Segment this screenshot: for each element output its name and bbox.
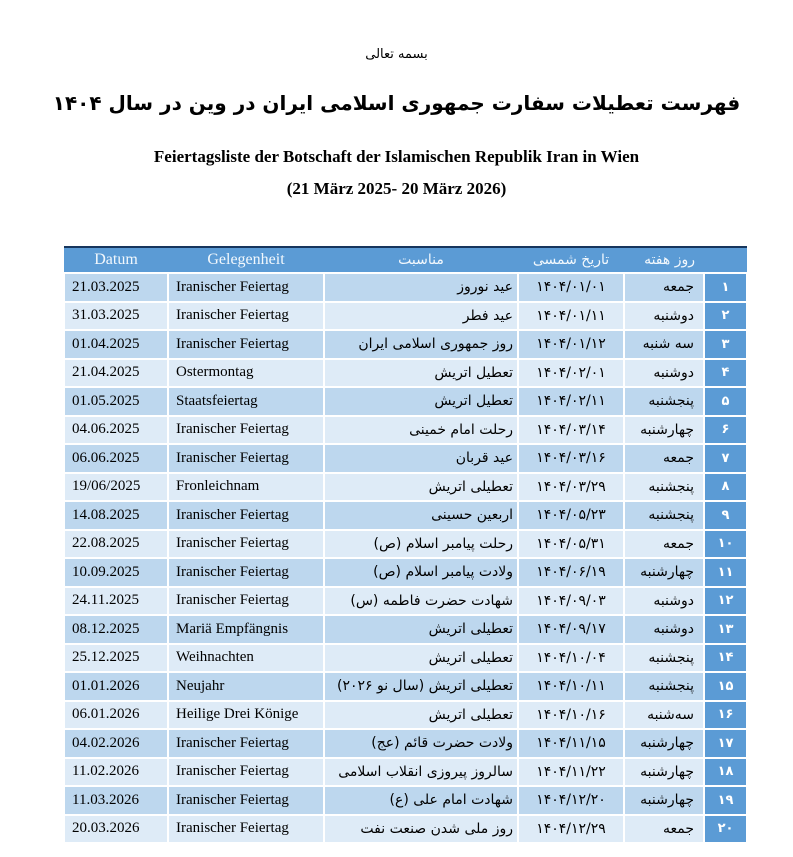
shamsi-date-cell: ۱۴۰۴/۰۲/۰۱	[518, 359, 624, 388]
gelegenheit-cell: Heilige Drei Könige	[168, 701, 324, 730]
weekday-cell: سه شنبه	[624, 330, 704, 359]
row-number-cell: ۷	[704, 444, 747, 473]
shamsi-date-cell: ۱۴۰۴/۰۲/۱۱	[518, 387, 624, 416]
table-header	[64, 247, 747, 273]
shamsi-date-cell: ۱۴۰۴/۰۵/۳۱	[518, 530, 624, 559]
row-number-cell: ۵	[704, 387, 747, 416]
german-title: Feiertagsliste der Botschaft der Islamischen Republik Iran in Wien	[153, 147, 640, 166]
weekday-cell: پنجشنبه	[624, 501, 704, 530]
datum-cell: 22.08.2025	[64, 530, 168, 559]
persian-title: فهرست تعطیلات سفارت جمهوری اسلامی ایران در وین در سال ۱۴۰۴	[52, 91, 741, 115]
weekday-cell: دوشنبه	[624, 302, 704, 331]
row-number-cell: ۱۹	[704, 786, 747, 815]
datum-cell: 19/06/2025	[64, 473, 168, 502]
datum-cell: 25.12.2025	[64, 644, 168, 673]
weekday-cell: سه‌شنبه	[624, 701, 704, 730]
gelegenheit-cell: Iranischer Feiertag	[168, 587, 324, 616]
row-number-cell: ۴	[704, 359, 747, 388]
datum-cell: 01.01.2026	[64, 672, 168, 701]
shamsi-date-cell: ۱۴۰۴/۱۱/۲۲	[518, 758, 624, 787]
occasion-cell: تعطیل اتریش	[324, 387, 518, 416]
weekday-cell: دوشنبه	[624, 359, 704, 388]
shamsi-date-cell: ۱۴۰۴/۱۰/۱۶	[518, 701, 624, 730]
row-number-cell: ۱۱	[704, 558, 747, 587]
shamsi-date-cell: ۱۴۰۴/۰۱/۱۲	[518, 330, 624, 359]
table-row	[64, 359, 747, 388]
gelegenheit-cell: Iranischer Feiertag	[168, 444, 324, 473]
table-row	[64, 273, 747, 302]
row-number-cell: ۱۰	[704, 530, 747, 559]
table-row	[64, 416, 747, 445]
table-row	[64, 672, 747, 701]
datum-cell: 01.04.2025	[64, 330, 168, 359]
shamsi-date-cell: ۱۴۰۴/۰۵/۲۳	[518, 501, 624, 530]
header-datum: Datum	[64, 247, 168, 273]
row-number-cell: ۱۴	[704, 644, 747, 673]
shamsi-date-cell: ۱۴۰۴/۱۲/۲۰	[518, 786, 624, 815]
occasion-cell: تعطیلی اتریش	[324, 701, 518, 730]
gelegenheit-cell: Iranischer Feiertag	[168, 558, 324, 587]
shamsi-date-cell: ۱۴۰۴/۰۶/۱۹	[518, 558, 624, 587]
table-row	[64, 644, 747, 673]
table-row	[64, 587, 747, 616]
weekday-cell: دوشنبه	[624, 615, 704, 644]
row-number-cell: ۱۸	[704, 758, 747, 787]
shamsi-date-cell: ۱۴۰۴/۰۳/۲۹	[518, 473, 624, 502]
datum-cell: 24.11.2025	[64, 587, 168, 616]
weekday-cell: جمعه	[624, 530, 704, 559]
shamsi-date-cell: ۱۴۰۴/۰۱/۰۱	[518, 273, 624, 302]
gelegenheit-cell: Weihnachten	[168, 644, 324, 673]
gelegenheit-cell: Iranischer Feiertag	[168, 416, 324, 445]
gelegenheit-cell: Iranischer Feiertag	[168, 501, 324, 530]
row-number-cell: ۱۵	[704, 672, 747, 701]
row-number-cell: ۱۳	[704, 615, 747, 644]
datum-cell: 31.03.2025	[64, 302, 168, 331]
gelegenheit-cell: Fronleichnam	[168, 473, 324, 502]
table-row	[64, 758, 747, 787]
shamsi-date-cell: ۱۴۰۴/۰۹/۱۷	[518, 615, 624, 644]
gelegenheit-cell: Iranischer Feiertag	[168, 786, 324, 815]
datum-cell: 08.12.2025	[64, 615, 168, 644]
occasion-cell: رحلت امام خمینی	[324, 416, 518, 445]
datum-cell: 20.03.2026	[64, 815, 168, 844]
table-row	[64, 729, 747, 758]
header-shamsi-date: تاریخ شمسی	[518, 247, 624, 273]
occasion-cell: تعطیلی اتریش	[324, 473, 518, 502]
occasion-cell: سالروز پیروزی انقلاب اسلامی	[324, 758, 518, 787]
gelegenheit-cell: Iranischer Feiertag	[168, 815, 324, 844]
gelegenheit-cell: Mariä Empfängnis	[168, 615, 324, 644]
occasion-cell: عید قربان	[324, 444, 518, 473]
occasion-cell: روز جمهوری اسلامی ایران	[324, 330, 518, 359]
datum-cell: 04.02.2026	[64, 729, 168, 758]
shamsi-date-cell: ۱۴۰۴/۰۳/۱۴	[518, 416, 624, 445]
table-row	[64, 302, 747, 331]
shamsi-date-cell: ۱۴۰۴/۰۹/۰۳	[518, 587, 624, 616]
table-row	[64, 387, 747, 416]
weekday-cell: پنجشنبه	[624, 473, 704, 502]
row-number-cell: ۳	[704, 330, 747, 359]
gelegenheit-cell: Iranischer Feiertag	[168, 302, 324, 331]
occasion-cell: روز ملی شدن صنعت نفت	[324, 815, 518, 844]
header-number	[704, 247, 747, 273]
weekday-cell: پنجشنبه	[624, 387, 704, 416]
holiday-table	[63, 246, 748, 844]
weekday-cell: چهارشنبه	[624, 758, 704, 787]
table-row	[64, 530, 747, 559]
shamsi-date-cell: ۱۴۰۴/۰۱/۱۱	[518, 302, 624, 331]
datum-cell: 11.02.2026	[64, 758, 168, 787]
weekday-cell: جمعه	[624, 273, 704, 302]
row-number-cell: ۸	[704, 473, 747, 502]
table-row	[64, 558, 747, 587]
table-row	[64, 701, 747, 730]
datum-cell: 11.03.2026	[64, 786, 168, 815]
row-number-cell: ۱۲	[704, 587, 747, 616]
gelegenheit-cell: Iranischer Feiertag	[168, 330, 324, 359]
header-occasion: مناسبت	[324, 247, 518, 273]
occasion-cell: عید فطر	[324, 302, 518, 331]
weekday-cell: چهارشنبه	[624, 786, 704, 815]
weekday-cell: پنجشنبه	[624, 644, 704, 673]
row-number-cell: ۱۷	[704, 729, 747, 758]
table-row	[64, 473, 747, 502]
weekday-cell: چهارشنبه	[624, 416, 704, 445]
shamsi-date-cell: ۱۴۰۴/۱۰/۱۱	[518, 672, 624, 701]
occasion-cell: شهادت امام علی (ع)	[324, 786, 518, 815]
weekday-cell: جمعه	[624, 444, 704, 473]
weekday-cell: چهارشنبه	[624, 729, 704, 758]
shamsi-date-cell: ۱۴۰۴/۱۱/۱۵	[518, 729, 624, 758]
bismillah-text: بسمه تعالی	[365, 47, 428, 62]
occasion-cell: شهادت حضرت فاطمه (س)	[324, 587, 518, 616]
table-row	[64, 815, 747, 844]
header-gelegenheit: Gelegenheit	[168, 247, 324, 273]
shamsi-date-cell: ۱۴۰۴/۱۰/۰۴	[518, 644, 624, 673]
occasion-cell: تعطیلی اتریش (سال نو ۲۰۲۶)	[324, 672, 518, 701]
occasion-cell: رحلت پیامبر اسلام (ص)	[324, 530, 518, 559]
row-number-cell: ۹	[704, 501, 747, 530]
gelegenheit-cell: Iranischer Feiertag	[168, 758, 324, 787]
table-row	[64, 444, 747, 473]
datum-cell: 06.01.2026	[64, 701, 168, 730]
datum-cell: 10.09.2025	[64, 558, 168, 587]
shamsi-date-cell: ۱۴۰۴/۰۳/۱۶	[518, 444, 624, 473]
weekday-cell: جمعه	[624, 815, 704, 844]
occasion-cell: ولادت حضرت قائم (عج)	[324, 729, 518, 758]
gelegenheit-cell: Iranischer Feiertag	[168, 273, 324, 302]
occasion-cell: تعطیل اتریش	[324, 359, 518, 388]
datum-cell: 06.06.2025	[64, 444, 168, 473]
occasion-cell: ولادت پیامبر اسلام (ص)	[324, 558, 518, 587]
datum-cell: 21.03.2025	[64, 273, 168, 302]
row-number-cell: ۶	[704, 416, 747, 445]
table-row	[64, 615, 747, 644]
datum-cell: 21.04.2025	[64, 359, 168, 388]
date-range: (21 März 2025- 20 März 2026)	[286, 179, 507, 198]
row-number-cell: ۲	[704, 302, 747, 331]
gelegenheit-cell: Iranischer Feiertag	[168, 729, 324, 758]
shamsi-date-cell: ۱۴۰۴/۱۲/۲۹	[518, 815, 624, 844]
datum-cell: 01.05.2025	[64, 387, 168, 416]
gelegenheit-cell: Staatsfeiertag	[168, 387, 324, 416]
occasion-cell: تعطیلی اتریش	[324, 644, 518, 673]
weekday-cell: پنجشنبه	[624, 672, 704, 701]
datum-cell: 14.08.2025	[64, 501, 168, 530]
datum-cell: 04.06.2025	[64, 416, 168, 445]
row-number-cell: ۱۶	[704, 701, 747, 730]
gelegenheit-cell: Iranischer Feiertag	[168, 530, 324, 559]
occasion-cell: اربعین حسینی	[324, 501, 518, 530]
table-row	[64, 786, 747, 815]
table-row	[64, 330, 747, 359]
weekday-cell: دوشنبه	[624, 587, 704, 616]
header-weekday: روز هفته	[624, 247, 704, 273]
table-row	[64, 501, 747, 530]
gelegenheit-cell: Ostermontag	[168, 359, 324, 388]
weekday-cell: چهارشنبه	[624, 558, 704, 587]
gelegenheit-cell: Neujahr	[168, 672, 324, 701]
occasion-cell: عید نوروز	[324, 273, 518, 302]
row-number-cell: ۱	[704, 273, 747, 302]
row-number-cell: ۲۰	[704, 815, 747, 844]
occasion-cell: تعطیلی اتریش	[324, 615, 518, 644]
table-body	[64, 273, 747, 843]
